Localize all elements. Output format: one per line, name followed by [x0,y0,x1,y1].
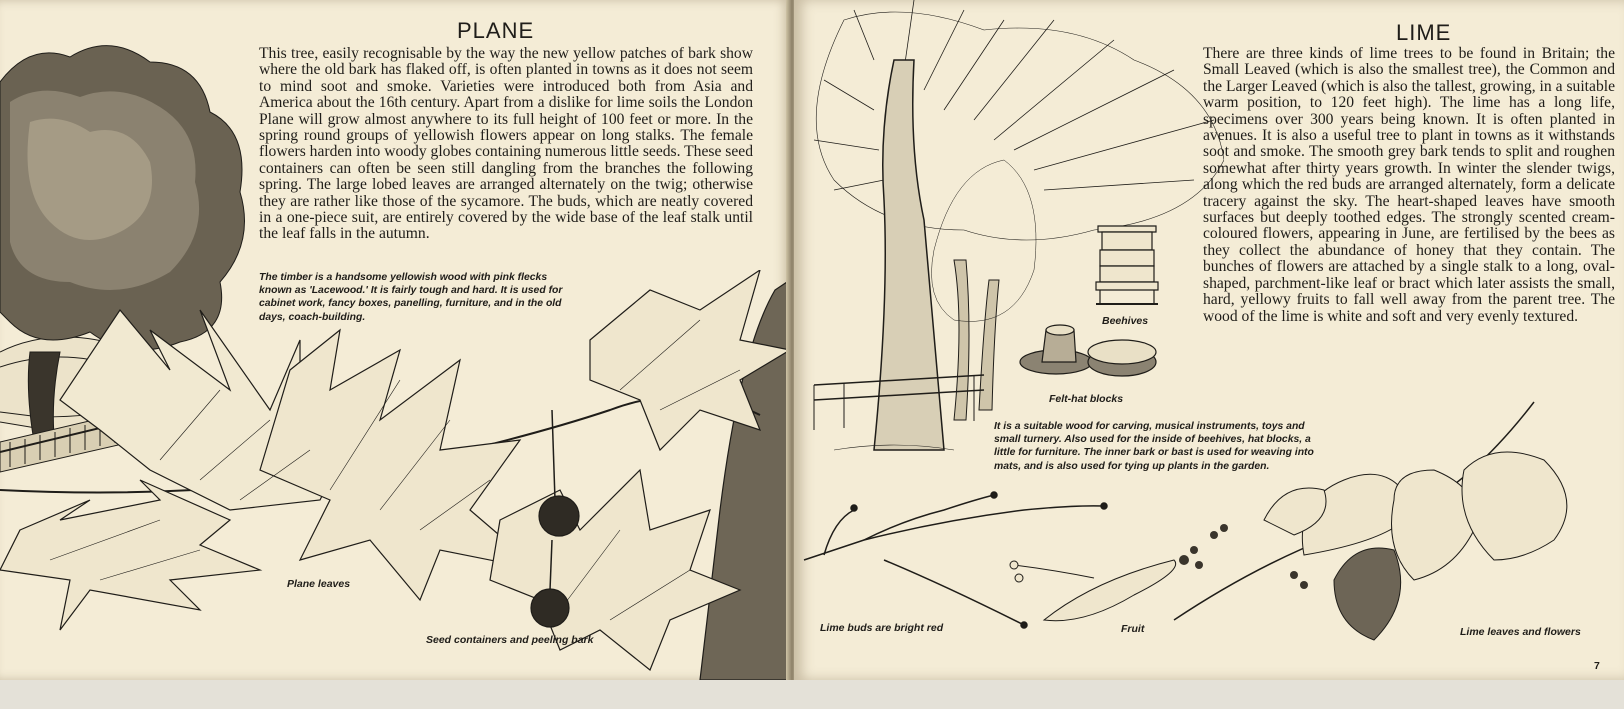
felthat-label: Felt-hat blocks [1049,393,1124,405]
beehive-icon [1094,224,1160,308]
plane-body-text: This tree, easily recognisable by the way the new yellow patches of bark show where the old bark has flaked off, is often planted in towns as it does not seem to mind soot and smoke. Varieties were introduced both from Asia and America about the 16th century. Apart from a dislike for lime soils the London Plane will grow almost anywhere to its full height of 100 feet or more. In the spring round groups of yellowish flowers appear on long stalks. The female flowers harden into woody globes containing numerous little seeds. These seed containers can often be seen still dangling from the branches the following spring. The large lobed leaves are arranged alternately on the twig; otherwise they are rather like those of the sycamore. The buds, which are neatly covered in a one-piece suit, are entirely covered by the wide base of the leaf stalk until the leaf falls in the autumn. [259,45,753,243]
plane-title: PLANE [457,18,535,43]
plane-timber-caption: The timber is a handsome yellowish wood with pink flecks known as 'Lacewood.' It is fairly tough and hard. It is used for cabinet work, fancy boxes, panelling, furniture, and in the old days, coach-building. [259,272,563,323]
lime-uses-caption: It is a suitable wood for carving, musical instruments, toys and small turnery. Also used for the inside of beehives, hat blocks, a little for furniture. The inner bark or bast is used for weaving into mats, and is also used for tying up plants in the garden. [994,421,1314,472]
lime-leaves-label: Lime leaves and flowers [1460,626,1581,638]
plane-leaves-label: Plane leaves [287,578,351,590]
page-number: 7 [1594,660,1600,672]
lime-fruit-label: Fruit [1121,623,1145,635]
beehives-label: Beehives [1102,315,1149,327]
left-page-plane [0,0,790,680]
seed-ball-icon [531,589,569,627]
felt-hat-block-icon [1018,322,1160,384]
scan-background [0,680,1624,709]
right-page-lime [794,0,1624,680]
lime-title: LIME [1396,20,1452,45]
lime-twigs-illustration [794,400,1624,680]
lime-body-text: There are three kinds of lime trees to be found in Britain; the Small Leaved (which is also the smallest tree), the Common and the Larger Leaved (which is also the tallest, growing, in a suitable warm position, to 120 feet high). The lime has a long life, specimens over 300 years being known. It is often planted in avenues. It is also a useful tree to plant in towns as it withstands soot and smoke. The smooth grey bark tends to split and roughen somewhat after thirty years growth. In winter the slender twigs, along which the red buds are arranged alternately, form a delicate tracery against the sky. The heart-shaped leaves have smooth surfaces but deeply toothed edges. The strongly scented cream-coloured flowers, appearing in June, are fertilised by the bees as they collect the abundance of honey that they contain. The bunches of flowers are attached by a single stalk to a long, oval-shaped, parchment-like leaf or bract which later assists the small, hard, yellowy fruits to fall well away from the parent tree. The wood of the lime is white and soft and very evenly textured. [1203,45,1615,325]
lime-twig-icon [804,506,1104,560]
lime-buds-label: Lime buds are bright red [820,622,944,634]
plane-leaves-illustration [0,270,790,680]
seed-ball-icon [539,496,579,536]
lime-fruit-icon [1044,560,1176,621]
plane-seeds-label: Seed containers and peeling bark [426,634,594,646]
